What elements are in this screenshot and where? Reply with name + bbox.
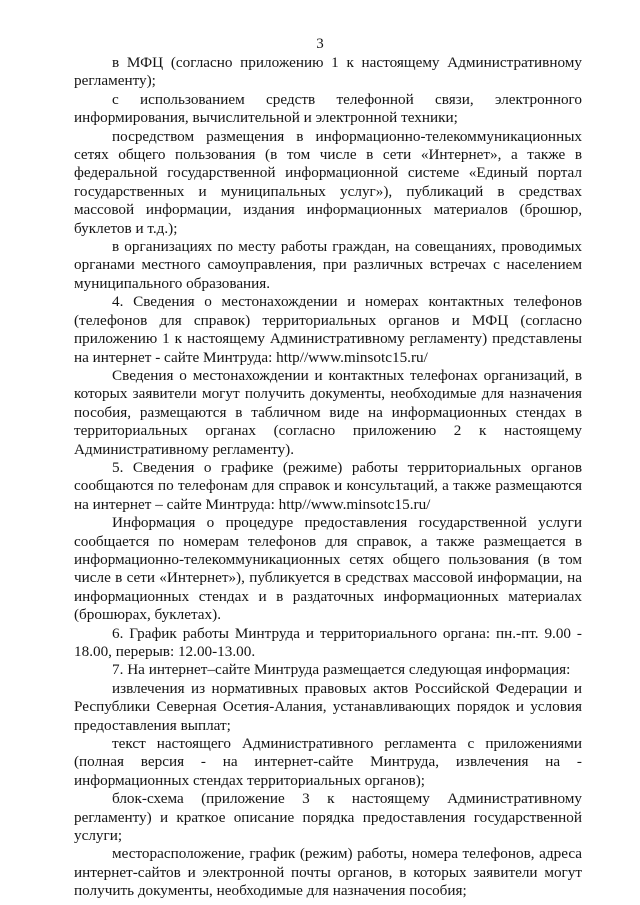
paragraph-regulation-text: текст настоящего Административного регламента с приложениями (полная версия - на интернет-сайте Минтруда, извлечения на - информационных стендах территориальных органов); bbox=[74, 735, 582, 789]
paragraph-location-schedule: месторасположение, график (режим) работы, номера телефонов, адреса интернет-сайтов и электронной почты органов, в которых заявители могут получить документы, необходимые для назначения пособия; bbox=[74, 845, 582, 900]
paragraph-telecom-networks: посредством размещения в информационно-телекоммуникационных сетях общего пользования (в том числе в сети «Интернет», а также в федеральной государственной информационной системе «Единый портал государственных и муниципальных услуг»), публикаций в средствах массовой информации, издания информационных материалов (брошюр, буклетов и т.д.); bbox=[74, 127, 582, 237]
paragraph-procedure-info: Информация о процедуре предоставления государственной услуги сообщается по номерам телефонов для справок, а также размещается в информационно-телекоммуникационных сетях общего пользования (в том числе в сети «Интернет»), публикуется в средствах массовой информации, на информационных стендах и в раздаточных информационных материалах (брошюрах, буклетах). bbox=[74, 514, 582, 624]
paragraph-item-4: 4. Сведения о местонахождении и номерах контактных телефонов (телефонов для справок) территориальных органов и МФЦ (согласно приложению 1 к настоящему Административному регламенту) представлены на интернет - сайте Минтруда: http//www.minsotc15.ru/ bbox=[74, 293, 582, 366]
paragraph-phone-electronic: с использованием средств телефонной связи, электронного информирования, вычислительной и электронной техники; bbox=[74, 90, 582, 127]
paragraph-organizations-contacts: Сведения о местонахождении и контактных телефонах организаций, в которых заявители могут получить документы, необходимые для назначения пособия, размещаются в табличном виде на информационных стендах в территориальных органах (согласно приложению 2 к настоящему Административному регламенту). bbox=[74, 366, 582, 458]
paragraph-mfc: в МФЦ (согласно приложению 1 к настоящему Административному регламенту); bbox=[74, 54, 582, 90]
paragraph-legal-extracts: извлечения из нормативных правовых актов Российской Федерации и Республики Северная Осетия-Алания, устанавливающих порядок и условия предоставления выплат; bbox=[74, 679, 582, 734]
paragraph-item-7: 7. На интернет–сайте Минтруда размещается следующая информация: bbox=[112, 661, 571, 679]
paragraph-flowchart: блок-схема (приложение 3 к настоящему Административному регламенту) и краткое описание порядка предоставления государственной услуги; bbox=[74, 790, 582, 845]
paragraph-workplaces: в организациях по месту работы граждан, на совещаниях, проводимых органами местного самоуправления, при различных встречах с населением муниципального образования. bbox=[74, 238, 582, 292]
document-body bbox=[74, 54, 582, 901]
page-number: 3 bbox=[316, 36, 324, 52]
paragraph-item-5: 5. Сведения о графике (режиме) работы территориальных органов сообщаются по телефонам для справок и консультаций, а также размещаются на интернет – сайте Минтруда: http//www.minsotc15.ru/ bbox=[74, 458, 582, 513]
paragraph-item-6-schedule: 6. График работы Минтруда и территориального органа: пн.-пт. 9.00 - 18.00, перерыв: 12.00-13.00. bbox=[74, 624, 582, 660]
